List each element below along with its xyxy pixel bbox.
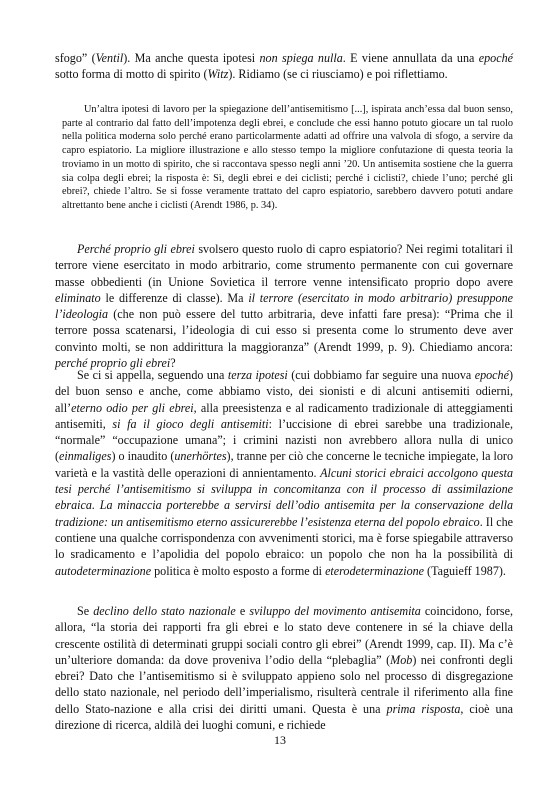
text-run: sfogo” ( — [55, 51, 96, 65]
text-run: le differenze di classe). Ma — [100, 290, 249, 305]
text-run: ), tranne per ciò che concerne le tecniche impiegate, la loro varietà e la vastità delle operazioni di annientamento. — [55, 449, 513, 480]
italic-text-run: si fa il gioco degli antisemiti — [112, 416, 269, 431]
text-run: (cui dobbiamo far seguire una nuova — [287, 368, 475, 382]
text-run: Se — [77, 604, 94, 618]
text-run: Un’altra ipotesi di lavoro per la spiegazione dell’antisemitismo [...], ispirata anch’essa dal buon senso, parte al contrario dal fatto dell’impotenza degli ebrei, e conclude che essi hanno potuto giocare un tal ruolo nella politica moderna solo perché erano particolarmente adatti ad offrire una valvola di sfogo, a servire da capro espiatorio. La migliore illustrazione e allo stesso tempo la migliore confutazione di questa teoria la troviamo in un motto di spirito, che si raccontava spesso negli anni ’20. Un antisemita sostiene che la guerra sia colpa degli ebrei; la risposta è: Sì, degli ebrei e dei ciclisti; perché i ciclisti?, chiede l’uno; perché gli ebrei?, chiede l’altro. Se si fosse veramente trattato del capro espiatorio, sarebbero davvero potuti andare altrettanto bene anche i ciclisti (Arendt 1986, p. 34). — [62, 104, 513, 211]
text-run: Se ci si appella, seguendo una — [77, 368, 228, 382]
italic-text-run: Mob — [390, 652, 413, 667]
italic-text-run: eterno odio per gli ebrei — [71, 400, 194, 415]
italic-text-run: autodeterminazione — [55, 563, 152, 578]
italic-text-run: Perché proprio gli ebrei — [77, 242, 195, 256]
text-run: . E viene annullata da una — [342, 51, 479, 65]
text-run: : l’uccisione di ebrei sarebbe una tradizionale, “normale” “occupazione umana”; i crimini nazisti non avrebbero allora nulla di unico ( — [55, 416, 513, 464]
paragraph-terza-ipotesi — [55, 367, 513, 579]
text-run: ). Ridiamo (se ci riusciamo) e poi riflettiamo. — [228, 67, 448, 82]
paragraph-capro-espiatorio — [55, 241, 513, 371]
text-run: ) del buon senso e anche, come abbiamo visto, dei sionisti e di alcuni antisemiti odierni, all’ — [55, 368, 513, 415]
italic-text-run: epoché — [478, 51, 513, 65]
text-run: svolsero questo ruolo di capro espiatorio? Nei regimi totalitari il terrore viene esercitato in modo arbitrario, come strumento permanente con cui governare masse obbedienti (in Unione Sovietica il terrore venne intensificato proprio dopo avere — [55, 242, 513, 289]
text-run: , cioè una direzione di ricerca, aldilà dei luoghi comuni, e richiede — [55, 701, 513, 733]
text-run: , alla preesistenza e al radicamento tradizionale di atteggiamenti antisemiti, — [55, 400, 513, 431]
italic-text-run: eterodeterminazione — [325, 563, 425, 578]
text-run: ) o inaudito ( — [111, 449, 175, 464]
paragraph-intro — [55, 50, 513, 83]
italic-text-run: sviluppo del movimento antisemita — [249, 604, 421, 618]
italic-text-run: non spiega nulla — [259, 51, 343, 65]
text-run: ). Ma anche questa ipotesi — [123, 51, 260, 65]
block-quote — [62, 103, 513, 213]
text-run: sotto forma di motto di spirito ( — [55, 67, 208, 82]
text-run: ? — [170, 356, 176, 371]
italic-text-run: Alcuni storici ebraici accolgono questa tesi perché l’antisemitismo si sviluppa in concomitanza con il processo di assimilazione ebraica. La minaccia porterebbe a servirsi dell’odio antisemita per la conservazione della tradizione: un antisemitismo eterno assicurerebbe l’esistenza eterna del popolo ebraico — [55, 465, 514, 529]
italic-text-run: terza ipotesi — [227, 368, 288, 382]
text-run: ) nei confronti degli ebrei? Dato che l’antisemitismo si è sviluppato appieno solo nel processo di disgregazione dello stato nazionale, nel periodo dell’imperialismo, risulterà centrale il riferimento alla fine dello Stato-nazione e alla crisi dei diritti umani. Questa è una — [55, 652, 513, 716]
paragraph-stato-nazionale — [55, 603, 513, 733]
italic-text-run: unerhörtes — [174, 449, 227, 464]
text-run: . Il che contiene una qualche corrispondenza con avvenimenti storici, ma è forse spiegabile attraverso lo sradicamento e l’apolidia del popolo ebraico: un popolo che non ha la possibilità di — [55, 514, 513, 562]
italic-text-run: eliminato — [55, 290, 101, 305]
text-run: (Taguieff 1987). — [424, 563, 506, 578]
text-run: coincidono, forse, allora, “la storia dei rapporti fra gli ebrei e lo stato deve contenere in sé la chiave della crescente ostilità di determinati gruppi sociali contro gli ebrei” (Arendt 1999, cap. II). Ma c’è un’ulteriore domanda: da dove proveniva l’odio della “plebaglia” ( — [55, 604, 513, 667]
italic-text-run: declino dello stato nazionale — [93, 604, 236, 618]
italic-text-run: perché proprio gli ebrei — [55, 356, 171, 371]
italic-text-run: Witz — [207, 67, 229, 82]
italic-text-run: epoché — [474, 368, 509, 382]
text-run: politica è molto esposto a forme di — [151, 563, 326, 578]
page-number: 13 — [274, 733, 286, 747]
text-run: (che non può essere del tutto arbitraria, deve infatti fare presa): “Prima che il terrore possa scatenarsi, l’ideologia di cui esso si presenta come lo strumento deve aver convinto molti, se non addirittura la maggioranza” (Arendt 1999, p. 9). Chiediamo ancora: — [55, 307, 513, 354]
text-run: e — [235, 604, 250, 618]
italic-text-run: il terrore (esercitato in modo arbitrario) presuppone l’ideologia — [55, 290, 513, 322]
italic-text-run: Ventil — [95, 51, 124, 65]
italic-text-run: einmaliges — [59, 449, 112, 464]
italic-text-run: prima risposta — [386, 701, 461, 716]
